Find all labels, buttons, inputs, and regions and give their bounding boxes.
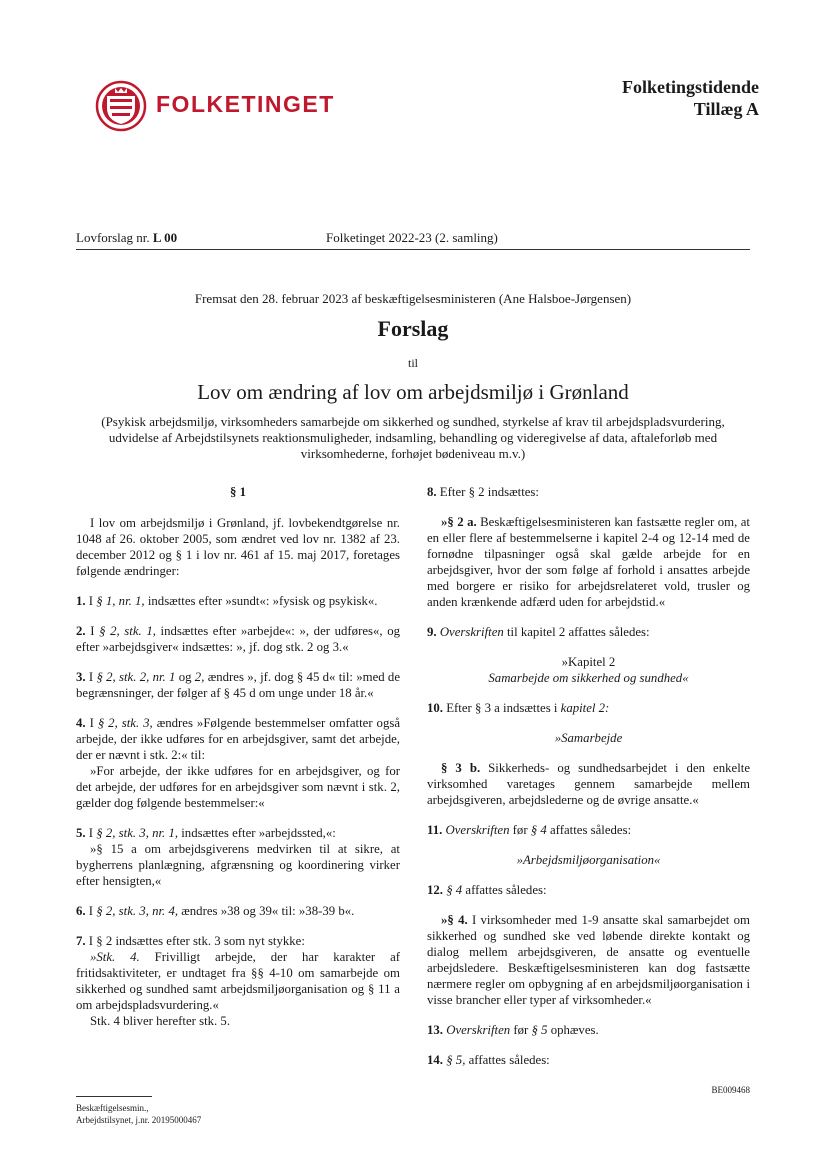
amendment-12-text: »§ 4. I virksomheder med 1-9 ansatte skal samarbejdet om sikkerhed og sundhed ske ved løbende direkte kontakt og dialog mellem arbejdsgiveren, de ansatte og eventuelle arbejdsledere. Beskæftigelsesministeren kan dog fastsætte nærmere regler om opbygning af en arbejdsmiljøorganisation i visse brancher eller typer af virksomheder.« (427, 913, 750, 1007)
amendment-5-text: »§ 15 a om arbejdsgiverens medvirken til at sikre, at bygherrens planlægning, afgrænsning og koordinering virker efter hensigten,« (76, 842, 400, 888)
amendment-6: 6. I § 2, stk. 3, nr. 4, ændres »38 og 39« til: »38-39 b«. (76, 904, 355, 918)
samarbejde-heading: »Samarbejde (554, 731, 623, 745)
amendment-14: 14. § 5, affattes således: (427, 1053, 550, 1067)
footnote-divider (76, 1096, 152, 1097)
amendment-4-text: »For arbejde, der ikke udføres for en arbejdsgiver, og for det arbejde, der udføres for en arbejdsgiver som nævnt i stk. 2, gælder dog følgende bestemmelser:« (76, 764, 400, 810)
amendment-8: 8. Efter § 2 indsættes: (427, 485, 539, 499)
amendment-8-text: »§ 2 a. Beskæftigelsesministeren kan fastsætte regler om, at en eller flere af bestemmelserne i kapitel 2-4 og 12-14 med de fornødne tilpasninger også skal gælde arbejde for en arbejdsgiver, hvor der som følge af forhold i ansattes arbejde med borgere er risiko for arbejdsrelateret vold, trusler og anden krænkende adfærd uden for arbejdstid.« (427, 515, 750, 609)
document-code: BE009468 (711, 1085, 750, 1095)
forslag-heading: Forslag (377, 316, 449, 341)
amendment-9: 9. Overskriften til kapitel 2 affattes således: (427, 625, 650, 639)
til-label: til (407, 356, 418, 370)
right-column (427, 484, 750, 1068)
law-subtitle: (Psykisk arbejdsmiljø, virksomheders samarbejde om sikkerhed og sundhed, styrkelse af krav til arbejdspladsvurdering, udvidelse af Arbejdstilsynets reaktionsmuligheder, indsamling, behandling og videregivelse af data, aftaleforløb med virksomhederne, forhøjet bødeniveau m.v.) (101, 414, 725, 461)
chapter-label: »Kapitel 2 (561, 655, 616, 669)
amendment-7: 7. I § 2 indsættes efter stk. 3 som nyt stykke: (76, 934, 305, 948)
bill-number: L 00 (152, 230, 178, 245)
amendment-5: 5. I § 2, stk. 3, nr. 1, indsættes efter »arbejdssted,«: (76, 826, 336, 840)
amendment-10: 10. Efter § 3 a indsættes i kapitel 2: (427, 701, 610, 715)
logo-wordmark: FOLKETINGET (156, 91, 335, 117)
amendment-11: 11. Overskriften før § 4 affattes således: (427, 823, 632, 837)
amendment-10-text: § 3 b. Sikkerheds- og sundhedsarbejdet i den enkelte virksomhed varetages gennem samarbejde mellem arbejdsgiveren, arbejdslederne og de øvrige ansatte.« (427, 761, 750, 807)
footnote-journal: Arbejdstilsynet, j.nr. 20195000467 (76, 1114, 202, 1125)
amendment-2: 2. I § 2, stk. 1, indsættes efter »arbejde«: », der udføres«, og efter »arbejdsgiver« indsættes: », jf. dog stk. 2 og 3.« (76, 624, 400, 654)
amendment-13: 13. Overskriften før § 5 ophæves. (427, 1023, 599, 1037)
fremsat-line: Fremsat den 28. februar 2023 af beskæftigelsesministeren (Ane Halsboe-Jørgensen) (194, 291, 632, 306)
amendment-4: 4. I § 2, stk. 3, ændres »Følgende bestemmelser omfatter også arbejde, der ikke udføres for en arbejdsgiver, samt det arbejde, der er nævnt i stk. 2:« til: (76, 716, 401, 762)
session-label: Folketinget 2022-23 (2. samling) (326, 230, 498, 245)
footnote-ministry: Beskæftigelsesmin., (76, 1103, 149, 1113)
bill-number-line (76, 230, 177, 246)
intro-paragraph: I lov om arbejdsmiljø i Grønland, jf. lovbekendtgørelse nr. 1048 af 26. oktober 2005, som ændret ved lov nr. 1382 af 23. december 2012 og § 1 i lov nr. 461 af 15. maj 2017, foretages følgende ændringer: (76, 516, 400, 578)
bill-label: Lovforslag nr. (76, 230, 150, 245)
section-heading: § 1 (230, 485, 246, 499)
header-divider (76, 249, 750, 250)
publication-title: Folketingstidende (621, 77, 759, 97)
amendment-3: 3. I § 2, stk. 2, nr. 1 og 2, ændres », jf. dog § 45 d« til: »med de begrænsninger, der følger af § 45 d om unge under 18 år.« (76, 670, 401, 700)
organisation-heading: »Arbejdsmiljøorganisation« (516, 853, 661, 867)
amendment-7-renumber: Stk. 4 bliver herefter stk. 5. (90, 1014, 231, 1028)
law-title: Lov om ændring af lov om arbejdsmiljø i Grønland (197, 380, 629, 404)
publication-header (622, 76, 759, 120)
chapter-title: Samarbejde om sikkerhed og sundhed« (488, 671, 689, 685)
coat-of-arms-icon (93, 80, 149, 132)
supplement-label: Tillæg A (693, 99, 759, 119)
amendment-1: 1. I § 1, nr. 1, indsættes efter »sundt«: »fysisk og psykisk«. (76, 594, 378, 608)
left-column (76, 484, 400, 1029)
amendment-7-text: »Stk. 4. Frivilligt arbejde, der har karakter af fritidsaktiviteter, er undtaget fra §§ 4-10 om samarbejde om sikkerhed og sundhed samt arbejdsmiljøorganisation og § 11 a om arbejdspladsvurdering.« (76, 950, 401, 1012)
amendment-12: 12. § 4 affattes således: (427, 883, 547, 897)
footnote (76, 1103, 201, 1126)
